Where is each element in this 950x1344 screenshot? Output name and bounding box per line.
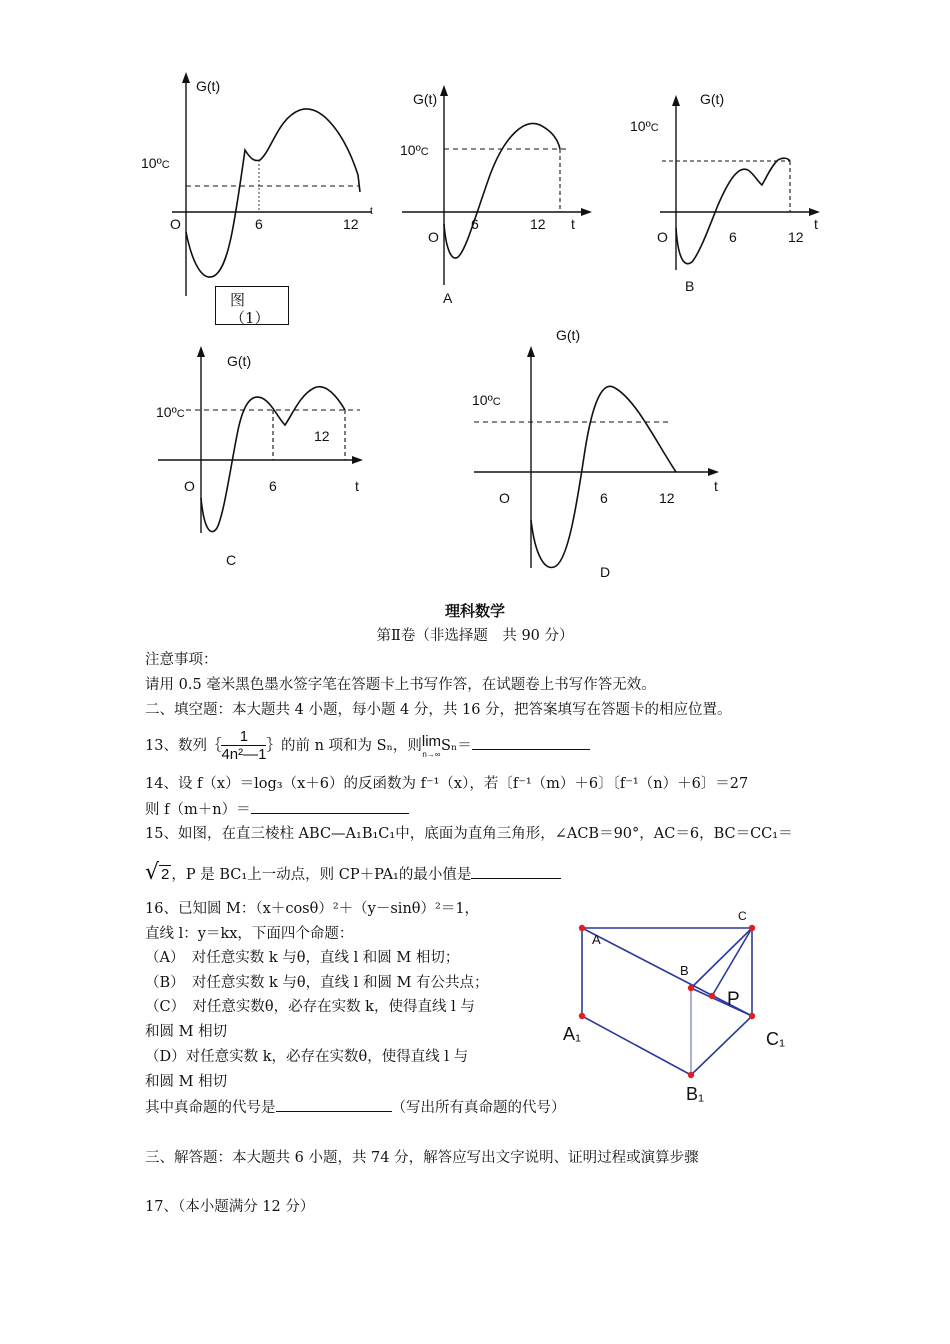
tick-12: 12 [659,490,675,506]
origin-label: O [170,216,181,232]
y-axis-label: G(t) [227,353,252,369]
origin-label: O [499,490,510,506]
question-14-line2: 则 f（m＋n）＝ [145,799,409,820]
tick-12: 12 [530,216,546,232]
y-axis-label: G(t) [413,91,438,107]
temp-label: 10ºC [472,392,501,408]
option-label: A [443,290,453,306]
q13-mid: ｝的前 n 项和为 Sₙ，则 [266,738,422,754]
q16-option-c2: 和圆 M 相切 [145,1024,228,1040]
y-axis-label: G(t) [556,327,581,343]
question-17: 17、（本小题满分 12 分） [145,1199,315,1215]
sqrt-radicand: 2 [161,866,170,883]
y-axis-label: G(t) [196,78,221,94]
q13-prefix: 13、数列｛ [145,738,222,754]
tick-6: 6 [255,216,263,232]
vertex-b-label: B [680,963,689,978]
tick-6: 6 [729,229,737,245]
origin-label: O [428,229,439,245]
q16-option-d2: 和圆 M 相切 [145,1074,228,1090]
tick-6: 6 [269,478,277,494]
q15-line1: 15、如图，在直三棱柱 ABC—A₁B₁C₁中，底面为直角三角形，∠ACB＝90°，AC＝6，BC＝CC₁＝ [145,826,793,842]
temp-label: 10ºC [156,404,185,420]
origin-label: O [657,229,668,245]
question-15-line2: √ 2 ，P 是 BC₁上一动点，则 CP＋PA₁的最小值是 [145,858,561,890]
t-label: t [714,478,718,494]
tick-12: 12 [314,428,330,444]
y-axis-label: G(t) [700,91,725,107]
point-p-label: P [727,989,740,1010]
vertex-b1-label: B₁ [686,1084,705,1104]
q14-line1: 14、设 f（x）＝log₃（x＋6）的反函数为 f⁻¹（x），若〔f⁻¹（m）＋6〕〔f⁻¹（n）＋6〕＝27 [145,776,749,792]
q13-suffix: Sₙ＝ [441,738,472,754]
option-label: B [685,278,695,294]
sqrt-symbol: √ [145,860,160,885]
temp-label: 10ºC [400,142,429,158]
q13-denominator: 4n²—1 [221,746,267,763]
q16-option-b: （B） 对任意实数 k 与θ，直线 l 和圆 M 有公共点； [145,975,489,991]
q16-line2: 直线 l：y＝kx，下面四个命题： [145,926,354,942]
notice-title: 注意事项： [145,652,218,668]
temp-label: 10ºC [141,155,170,171]
t-label: t [355,478,359,494]
section-title: 理科数学 [444,602,505,620]
vertex-c1-label: C₁ [766,1029,786,1049]
figure-caption: 图（1） [230,291,270,325]
notice-body: 请用 0.5 毫米黑色墨水签字笔在答题卡上书写作答，在试题卷上书写作答无效。 [145,677,656,693]
t-label: t [571,216,575,232]
option-label: C [226,552,237,568]
q16-option-c1: （C） 对任意实数θ，必存在实数 k，使得直线 l 与 [145,999,475,1015]
part3-heading: 三、解答题：本大题共 6 小题，共 74 分，解答应写出文字说明、证明过程或演算步骤 [145,1150,699,1166]
tick-12: 12 [343,216,359,232]
question-16-answer: 其中真命题的代号是 （写出所有真命题的代号） [145,1097,566,1118]
q16-option-d1: （D）对任意实数 k，必存在实数θ，使得直线 l 与 [145,1049,469,1065]
origin-label: O [184,478,195,494]
q13-limit: lim n→∞ [421,732,442,759]
vertex-a-label: A [592,932,601,947]
option-label: D [600,564,611,580]
q16-line1: 16、已知圆 M：（x＋cosθ）²＋（y－sinθ）²＝1， [145,901,480,917]
vertex-c-label: C [738,909,747,923]
q13-numerator: 1 [221,728,266,746]
tick-12: 12 [788,229,804,245]
vertex-a1-label: A₁ [563,1024,582,1044]
t-label: t [370,206,373,217]
t-label: t [814,216,818,232]
tick-6: 6 [600,490,608,506]
section-subtitle: 第Ⅱ卷（非选择题 共 90 分） [376,628,574,644]
q16-option-a: （A） 对任意实数 k 与θ，直线 l 和圆 M 相切； [145,950,460,966]
part2-heading: 二、填空题：本大题共 4 小题，每小题 4 分，共 16 分，把答案填写在答题卡的相应位置。 [145,702,732,718]
temp-label: 10ºC [630,118,659,134]
tick-6: 6 [471,216,479,232]
